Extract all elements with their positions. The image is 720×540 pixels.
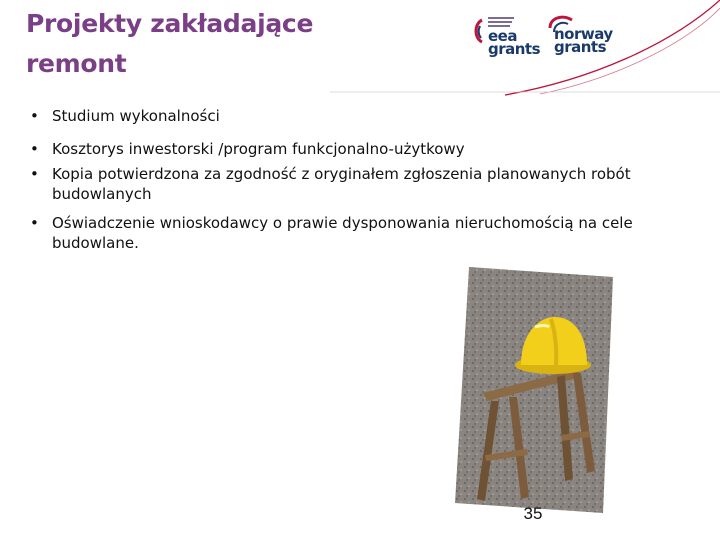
title-line-2: remont — [26, 49, 127, 78]
page-title — [26, 4, 346, 84]
bullet-text: Kopia potwierdzona za zgodność z oryginałem zgłoszenia planowanych robót budowlanych — [52, 165, 631, 203]
eea-text: eea — [488, 27, 517, 45]
bullet-dot: • — [30, 140, 39, 158]
bullet-text: Oświadczenie wnioskodawcy o prawie dysponowania nieruchomością na cele budowlane. — [52, 214, 633, 252]
bullet-item — [30, 164, 670, 204]
eea-grants-logo — [470, 12, 540, 58]
page-number: 35 — [523, 504, 543, 523]
title-line-1: Projekty zakładające — [26, 9, 314, 38]
hard-hat-photo — [455, 265, 615, 515]
bullet-item — [30, 213, 670, 253]
eea-grants-text: grants — [488, 40, 541, 58]
norway-grants-logo — [546, 12, 618, 58]
norway-text: norway — [554, 25, 613, 43]
norway-grants-text: grants — [554, 38, 607, 56]
bullet-dot: • — [30, 107, 39, 125]
bullet-dot: • — [30, 214, 39, 232]
bullet-item — [30, 106, 670, 126]
bullet-text: Kosztorys inwestorski /program funkcjonalno-użytkowy — [52, 140, 465, 158]
bullet-text: Studium wykonalności — [52, 107, 220, 125]
bullet-list — [30, 106, 670, 253]
bullet-item — [30, 139, 670, 159]
bullet-dot: • — [30, 165, 39, 183]
